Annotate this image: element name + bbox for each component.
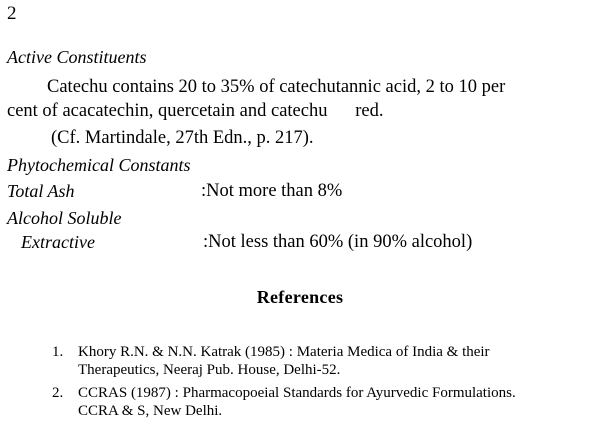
reference-line: CCRA & S, New Delhi. [78,403,223,419]
reference-number: 2. [52,385,64,401]
reference-text [78,384,598,420]
reference-text [78,343,598,379]
total-ash-label: Total Ash [7,181,75,201]
page-number: 2 [7,3,17,24]
reference-line: Khory R.N. & N.N. Katrak (1985) : Materia Medica of India & their [78,344,490,360]
reference-line: CCRAS (1987) : Pharmacopoeial Standards for Ayurvedic Formulations. [78,385,516,401]
extractive-label: Extractive [21,232,95,252]
references-heading: References [256,287,344,307]
martindale-citation: (Cf. Martindale, 27th Edn., p. 217). [51,128,314,148]
reference-number: 1. [52,344,64,360]
alcohol-extractive-value: :Not less than 60% (in 90% alcohol) [203,232,473,252]
alcohol-soluble-label: Alcohol Soluble [7,208,122,228]
active-constituents-line-2: cent of acacatechin, quercetain and catechu red. [7,101,384,121]
phytochemical-constants-heading: Phytochemical Constants [7,155,191,175]
reference-line: Therapeutics, Neeraj Pub. House, Delhi-52. [78,362,341,378]
active-constituents-heading: Active Constituents [7,47,147,67]
total-ash-value: :Not more than 8% [201,181,343,201]
active-constituents-line-1: Catechu contains 20 to 35% of catechutannic acid, 2 to 10 per [47,77,506,97]
